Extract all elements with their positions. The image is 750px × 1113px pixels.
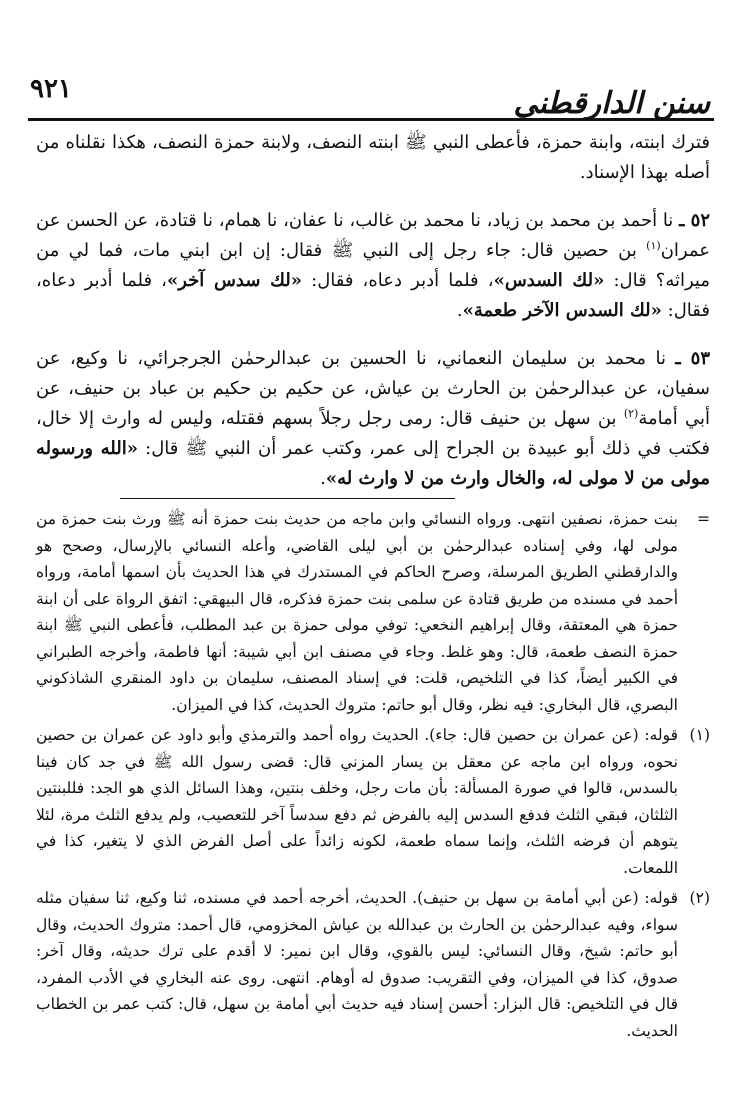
- hadith-53: [36, 344, 710, 494]
- prophetic-quote: «الله ورسوله مولى من لا مولى له، والخال وارث من لا وارث له»: [36, 438, 710, 489]
- prophetic-quote: «لك سدس آخر»: [167, 270, 303, 291]
- page-number: ٩٢١: [30, 74, 72, 104]
- running-title: سنن الدارقطني: [513, 86, 710, 121]
- hadith-text: بن سهل بن حنيف قال: رمى رجل رجلاً بسهم فقتله، وليس له وارث إلا خال، فكتب في ذلك أبو عبيدة بن الجراح إلى عمر، وكتب عمر أن النبي ﷺ قال:: [36, 408, 710, 459]
- prophetic-quote: «لك السدس الآخر طعمة»: [462, 300, 662, 321]
- continuation-mark: =: [697, 510, 710, 528]
- footnote-text: قوله: (عن أبي أمامة بن سهل بن حنيف). الحديث، أخرجه أحمد في مسنده، ثنا وكيع، ثنا سفيان مثله سواء، وفيه عبدالرحمٰن بن الحارث بن عبدالله بن عياش المخزومي، قال أحمد: متروك الحديث، وقال أبو حاتم: شيخ، وقال النسائي: ليس بالقوي، وقال ابن نمير: لا أقدم على ترك حديثه، وقال آخر: صدوق، كذا في الميزان، وفي التقريب: صدوق له أوهام. انتهى. روى عنه البخاري في الأدب المفرد، قال في التلخيص: قال البزار: أحسن إسناد فيه حديث أبي أمامة بن سهل، قال: كتب عمر بن الخطاب الحديث.: [36, 889, 678, 1040]
- footnote-text: بنت حمزة، نصفين انتهى. ورواه النسائي وابن ماجه من حديث بنت حمزة أنه ﷺ ورث بنت حمزة من مولى لها، وفي إسناده عبدالرحمٰن بن أبي ليلى القاضي، وأعله النسائي بالإرسال، وصحح هو والدارقطني الطريق المرسلة، وصرح الحاكم في المستدرك في هذا الحديث بأن اسمها أمامة، ورواه أحمد في مسنده من طريق قتادة عن سلمى بنت حمزة فذكره، قال البيهقي: اتفق الرواة على أن ابنة حمزة هي المعتقة، وقال إبراهيم النخعي: توفي مولى حمزة بن عبد المطلب، فأعطى النبي ﷺ ابنة حمزة النصف طعمة، قال: وهو غلط. وجاء في مصنف ابن أبي شيبة: أنها فاطمة، وأخرجه الطبراني في الكبير أيضاً، كذا في التلخيص، قلت: في إسناد المصنف، سليمان بن داود المنقري الشاذكوني البصري، قال البخاري: فيه نظر، وقال أبو حاتم: متروك الحديث، كذا في الميزان.: [36, 510, 678, 714]
- footnote-rule: [120, 498, 455, 499]
- hadith-text: نا أحمد بن محمد بن زياد، نا محمد بن غالب، نا عفان، نا همام، نا قتادة، عن الحسن عن عمران: [36, 210, 710, 261]
- footnote-ref: (١): [646, 239, 661, 252]
- footnote-ref: (٢): [623, 407, 639, 420]
- hadith-number: ٥٢ ـ: [679, 210, 710, 231]
- footnote-text: قوله: (عن عمران بن حصين قال: جاء). الحديث رواه أحمد والترمذي وأبو داود عن عمران بن حصين نحوه، ورواه ابن ماجه عن معقل بن يسار المزني قال: قضى رسول الله ﷺ في جد كان فينا بالسدس، قالوا في صورة المسألة: بأن مات رجل، وخلف بنتين، وهذا السائل الذي هو الجد: فللبنتين الثلثان، فبقي الثلث فدفع السدس إليه بالفرض ثم دفع سدساً آخر للتعصيب، ولم يدفع الثلث مرة، لئلا يتوهم أن فرضه الثلث، وإنما سماه طعمة، لكونه زائداً على أصل الفرض الذي لا يتغير، كذا في اللمعات.: [36, 726, 678, 877]
- hadith-52: [36, 206, 710, 326]
- header-rule: [28, 118, 714, 121]
- hadith-text: .: [456, 300, 463, 321]
- hadith-number: ٥٣ ـ: [675, 348, 710, 369]
- footnote-2: [36, 885, 710, 1044]
- footnote-1: [36, 722, 710, 881]
- footnote-number: (١): [689, 726, 710, 744]
- prophetic-quote: «لك السدس»: [493, 270, 605, 291]
- footnote-number: (٢): [689, 889, 710, 907]
- footnotes: [36, 506, 710, 1048]
- hadith-text: .: [320, 468, 326, 489]
- footnote-continued: [36, 506, 710, 718]
- main-text: [36, 128, 710, 512]
- paragraph-continuation: فترك ابنته، وابنة حمزة، فأعطى النبي ﷺ ابنته النصف، ولابنة حمزة النصف، هكذا نقلناه من أصله بهذا الإسناد.: [36, 132, 710, 183]
- hadith-text: نا محمد بن سليمان النعماني، نا الحسين بن عبدالرحمٰن الجرجرائي، نا وكيع، عن سفيان، عن عبدالرحمٰن بن الحارث بن عياش، عن حكيم بن حكيم بن عباد بن حنيف، عن أبي أمامة: [36, 348, 710, 429]
- hadith-text: ، فلما أدبر دعاه، فقال:: [36, 270, 710, 321]
- hadith-text: بن حصين قال: جاء رجل إلى النبي ﷺ فقال: إن ابن ابني مات، فما لي من ميراثه؟ قال:: [36, 240, 710, 291]
- hadith-text: ، فلما أدبر دعاه، فقال:: [311, 270, 494, 291]
